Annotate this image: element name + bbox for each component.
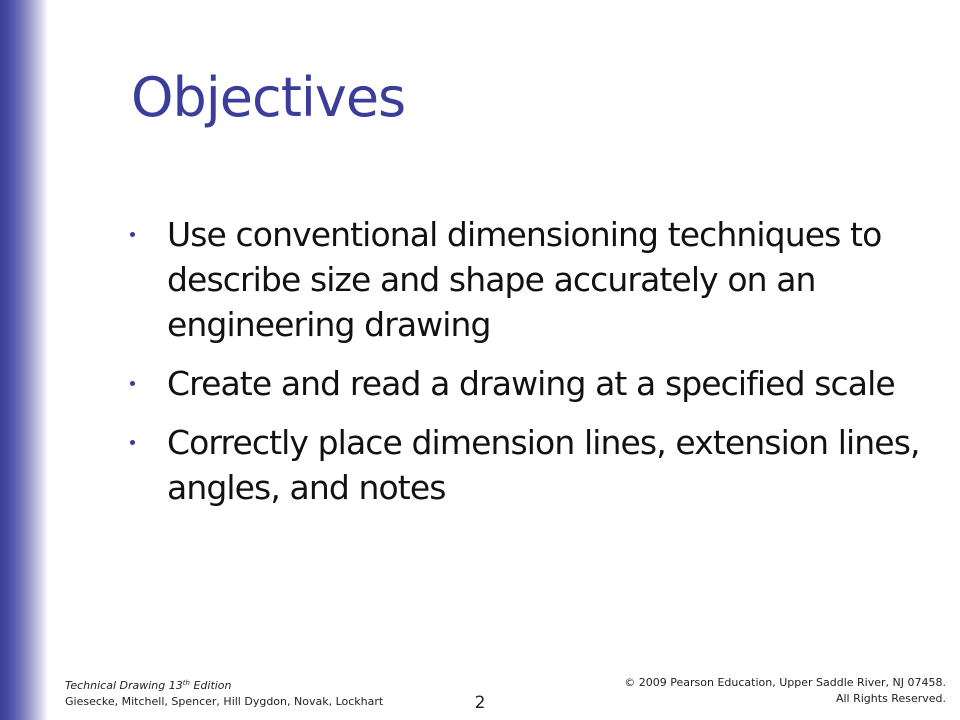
bullet-text: Correctly place dimension lines, extension lines, angles, and notes	[167, 423, 920, 507]
book-authors: Giesecke, Mitchell, Spencer, Hill Dygdon, Novak, Lockhart	[65, 695, 384, 708]
page-number: 2	[474, 693, 486, 713]
side-gradient-band	[0, 0, 48, 720]
bullet-dot-icon	[130, 381, 135, 386]
slide-title: Objectives	[131, 66, 406, 129]
bullet-item-dimensioning	[130, 212, 930, 347]
copyright-line-1: © 2009 Pearson Education, Upper Saddle River, NJ 07458.	[624, 676, 946, 689]
book-edition-line	[65, 675, 383, 694]
bullet-text: Use conventional dimensioning techniques to describe size and shape accurately on an engineering drawing	[167, 215, 882, 344]
book-title: Technical Drawing 13	[65, 679, 183, 692]
objectives-list	[130, 212, 930, 524]
bullet-text: Create and read a drawing at a specified scale	[167, 364, 895, 403]
copyright-line-2: All Rights Reserved.	[835, 692, 946, 705]
footer-book-info	[65, 675, 383, 710]
bullet-dot-icon	[130, 232, 135, 237]
edition-suffix: Edition	[189, 679, 232, 692]
bullet-item-placement	[130, 420, 930, 510]
footer-copyright	[624, 675, 946, 707]
bullet-dot-icon	[130, 440, 135, 445]
edition-superscript: th	[182, 679, 190, 687]
bullet-item-scale	[130, 361, 930, 406]
